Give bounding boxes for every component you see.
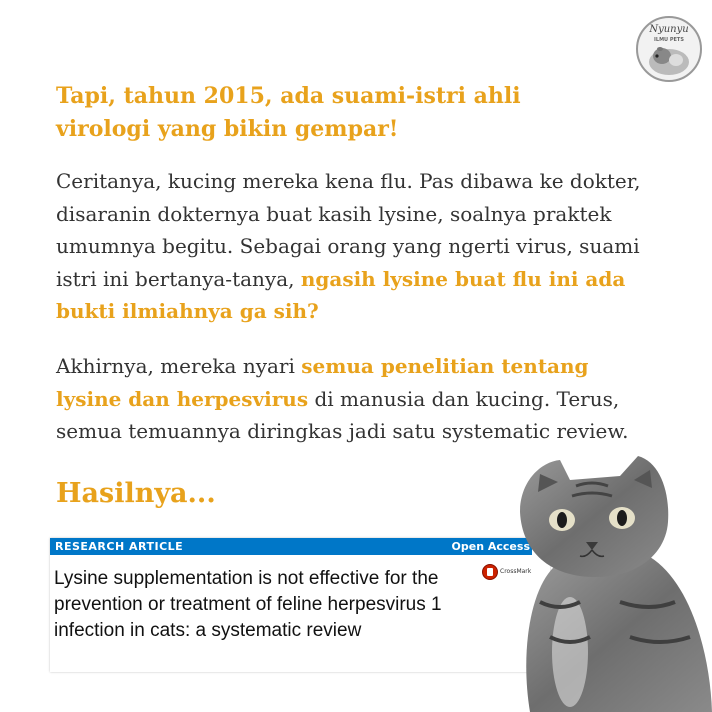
story-paragraph-1 bbox=[56, 165, 656, 328]
headline: Tapi, tahun 2015, ada suami-istri ahli virologi yang bikin gempar! bbox=[56, 83, 521, 142]
story-paragraph-2 bbox=[56, 350, 656, 448]
article-title: Lysine supplementation is not effective for the prevention or treatment of feline herpesvirus 1 infection in cats: a systematic review bbox=[54, 568, 442, 641]
story-text: Ceritanya, kucing mereka kena flu. Pas dibawa ke dokter, disaranin dokternya buat kasih lysine, soalnya praktek umumnya begitu. Sebagai orang yang ngerti virus, suami istri ini bertanya-tanya, bbox=[56, 169, 641, 291]
brand-logo bbox=[636, 16, 702, 82]
crossmark-label: CrossMark bbox=[500, 568, 532, 575]
article-type-label: RESEARCH ARTICLE bbox=[55, 540, 184, 553]
story-text-before: Akhirnya, mereka nyari bbox=[56, 354, 302, 378]
crossmark-icon bbox=[482, 564, 498, 580]
story-text-after: di manusia dan kucing. Terus, semua temuannya diringkas jadi satu systematic review. bbox=[56, 386, 629, 443]
story-highlight: ngasih lysine buat flu ini ada bukti ilmiahnya ga sih? bbox=[56, 266, 626, 323]
article-header-bar bbox=[50, 538, 532, 555]
cat-photo bbox=[500, 452, 712, 712]
logo-name: Nyunyu bbox=[649, 24, 689, 35]
result-heading: Hasilnya... bbox=[56, 478, 216, 509]
research-article-card bbox=[50, 538, 550, 672]
open-access-label: Open Access bbox=[451, 540, 530, 553]
logo-subtitle: ILMU PETS bbox=[654, 37, 684, 43]
story-highlight: semua penelitian tentang lysine dan herpesvirus bbox=[56, 354, 589, 411]
